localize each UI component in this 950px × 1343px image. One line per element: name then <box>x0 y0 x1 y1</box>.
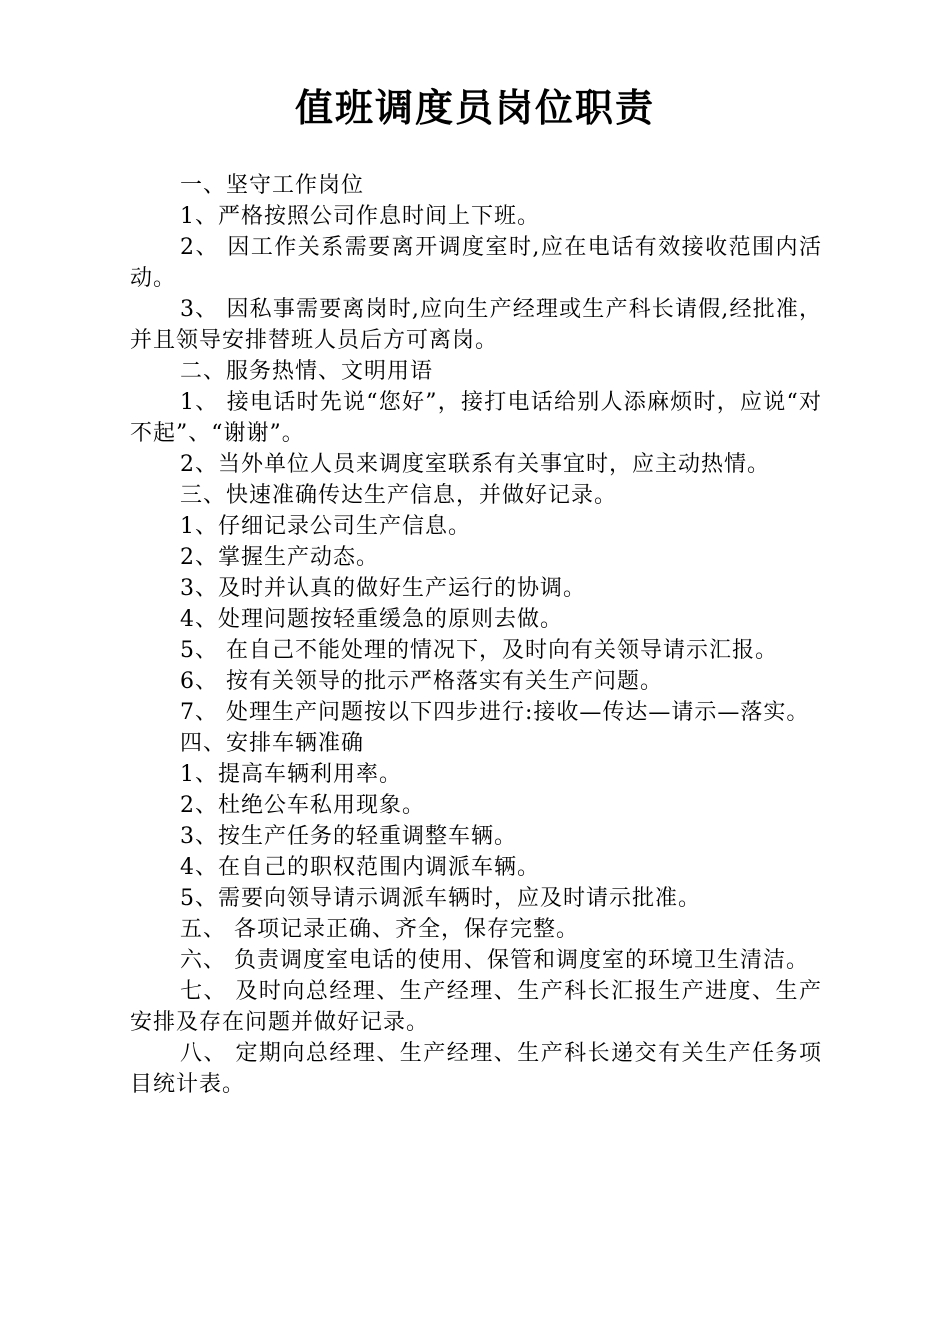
list-item: 2、掌握生产动态。 <box>180 545 379 570</box>
section-heading: 五、 各项记录正确、齐全，保存完整。 <box>180 917 579 942</box>
document-body <box>130 170 822 1100</box>
document-title: 值班调度员岗位职责 <box>294 86 655 130</box>
list-item: 6、 按有关领导的批示严格落实有关生产问题。 <box>180 669 663 694</box>
list-item: 2、杜绝公车私用现象。 <box>180 793 425 818</box>
list-item: 4、处理问题按轻重缓急的原则去做。 <box>180 607 563 632</box>
section-heading: 八、 定期向总经理、生产经理、生产科长递交有关生产任务项目统计表。 <box>130 1041 822 1097</box>
section-heading: 四、安排车辆准确 <box>180 731 365 756</box>
list-item: 1、 接电话时先说“您好”，接打电话给别人添麻烦时，应说“对不起”、“谢谢”。 <box>130 390 822 446</box>
list-item: 1、严格按照公司作息时间上下班。 <box>180 204 540 229</box>
list-item: 3、及时并认真的做好生产运行的协调。 <box>180 576 586 601</box>
list-item: 3、 因私事需要离岗时,应向生产经理或生产科长请假,经批准，并且领导安排替班人员后方可离岗。 <box>130 297 822 353</box>
list-item: 7、 处理生产问题按以下四步进行:接收—传达—请示—落实。 <box>180 700 810 725</box>
list-item: 1、仔细记录公司生产信息。 <box>180 514 471 539</box>
list-item: 5、需要向领导请示调派车辆时，应及时请示批准。 <box>180 886 701 911</box>
section-heading: 六、 负责调度室电话的使用、保管和调度室的环境卫生清洁。 <box>180 948 809 973</box>
list-item: 1、提高车辆利用率。 <box>180 762 402 787</box>
list-item: 5、 在自己不能处理的情况下，及时向有关领导请示汇报。 <box>180 638 778 663</box>
list-item: 2、当外单位人员来调度室联系有关事宜时，应主动热情。 <box>180 452 770 477</box>
section-heading: 七、 及时向总经理、生产经理、生产科长汇报生产进度、生产安排及存在问题并做好记录。 <box>130 979 822 1035</box>
list-item: 3、按生产任务的轻重调整车辆。 <box>180 824 517 849</box>
section-heading: 二、服务热情、文明用语 <box>180 359 434 384</box>
section-heading: 三、快速准确传达生产信息，并做好记录。 <box>180 483 618 508</box>
section-heading: 一、坚守工作岗位 <box>180 173 365 198</box>
list-item: 2、 因工作关系需要离开调度室时,应在电话有效接收范围内活动。 <box>130 235 822 291</box>
list-item: 4、在自己的职权范围内调派车辆。 <box>180 855 540 880</box>
